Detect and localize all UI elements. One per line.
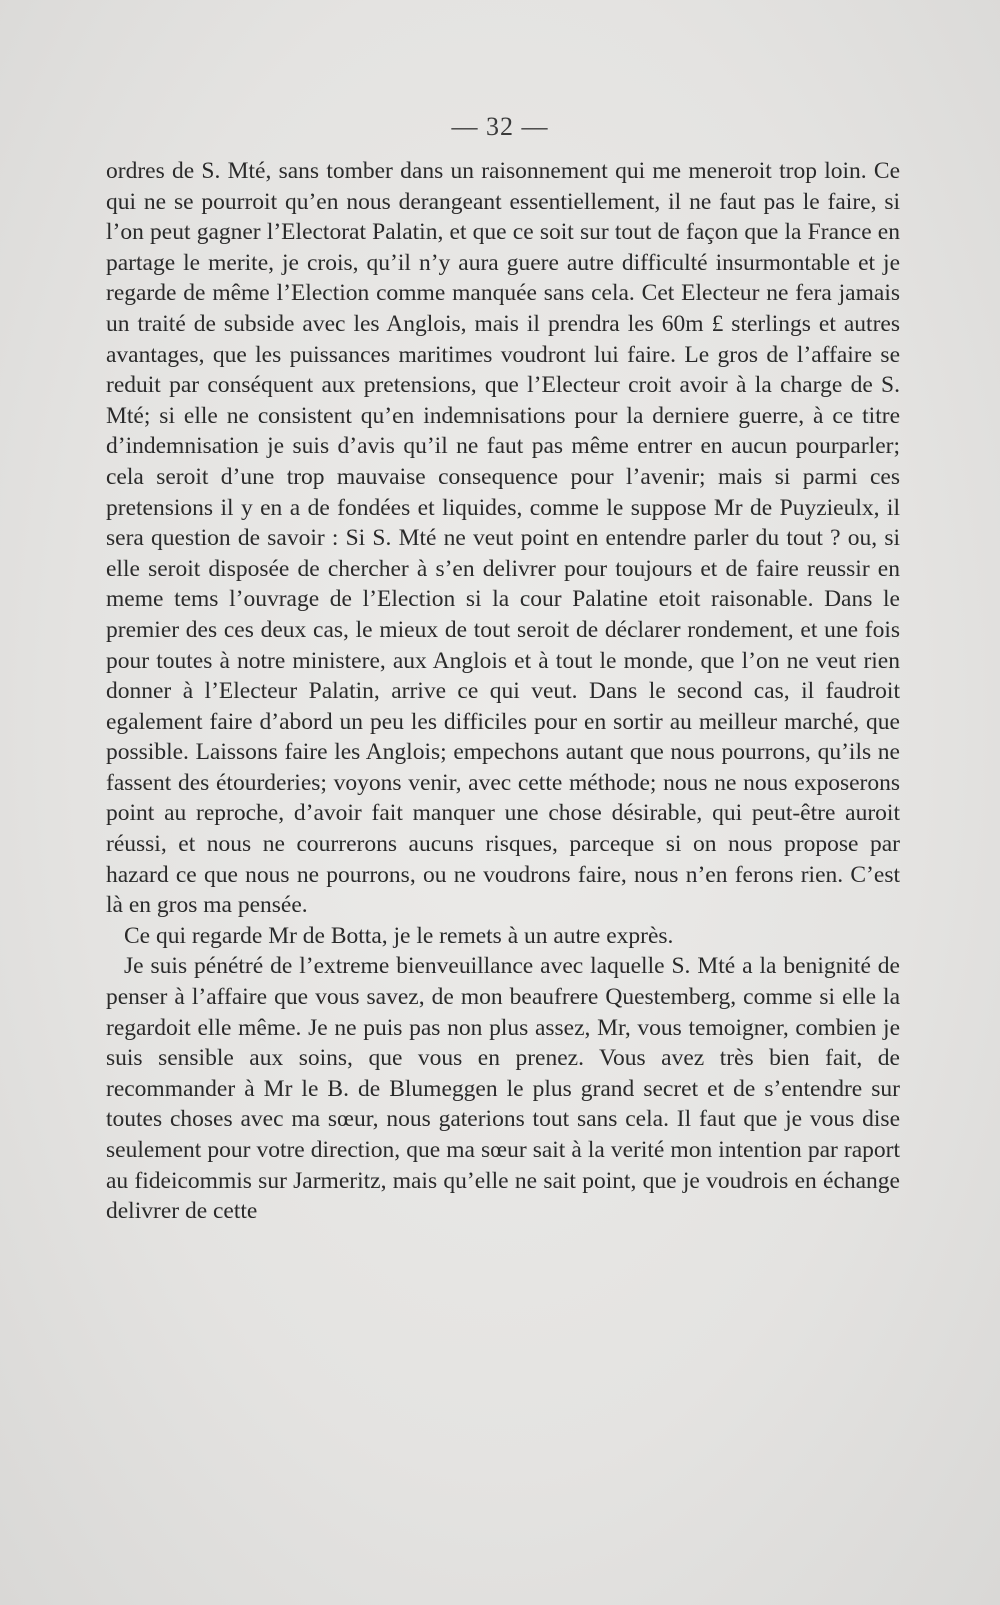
paragraph-1: ordres de S. Mté, sans tomber dans un raisonnement qui me meneroit trop loin. Ce qui ne se pourroit qu’en nous derangeant essentiellement, il ne faut pas le faire, si l’on peut gagner l’Electorat Palatin, et que ce soit sur tout de façon que la France en partage le merite, je crois, qu’il n’y aura guere autre difficulté insurmontable et je regarde de même l’Election comme manquée sans cela. Cet Electeur ne fera jamais un traité de subside avec les Anglois, mais il prendra les 60m £ sterlings et autres avantages, que les puissances maritimes voudront lui faire. Le gros de l’affaire se reduit par conséquent aux pretensions, que l’Electeur croit avoir à la charge de S. Mté; si elle ne consistent qu’en indemnisations pour la derniere guerre, à ce titre d’indemnisation je suis d’avis qu’il ne faut pas même entrer en aucun pourparler; cela seroit d’une trop mauvaise consequence pour l’avenir; mais si parmi ces pretensions il y en a de fondées et liquides, comme le suppose Mr de Puyzieulx, il sera question de savoir : Si S. Mté ne veut point en entendre parler du tout ? ou, si elle seroit disposée de chercher à s’en delivrer pour toujours et de faire reussir en meme tems l’ouvrage de l’Election si la cour Palatine etoit raisonable. Dans le premier des ces deux cas, le mieux de tout seroit de déclarer rondement, et une fois pour toutes à notre ministere, aux Anglois et à tout le monde, que l’on ne veut rien donner à l’Electeur Palatin, arrive ce qui veut. Dans le second cas, il faudroit egalement faire d’abord un peu les difficiles pour en sortir au meilleur marché, que possible. Laissons faire les Anglois; empechons autant que nous pourrons, qu’ils ne fassent des étourderies; voyons venir, avec cette méthode; nous ne nous exposerons point au reproche, d’avoir fait manquer une chose désirable, qui peut-être auroit réussi, et nous ne courrerons aucuns risques, parceque si on nous propose par hazard ce que nous ne pourrons, ou ne voudrons faire, nous n’en ferons rien. C’est là en gros ma pensée. bbox=[106, 158, 900, 919]
paragraph-2: Ce qui regarde Mr de Botta, je le remets à un autre exprès. bbox=[124, 922, 674, 949]
body-text bbox=[106, 156, 900, 1227]
page-number: — 32 — bbox=[451, 112, 549, 141]
paragraph-3: Je suis pénétré de l’extreme bienveuillance avec laquelle S. Mté a la benignité de penser à l’affaire que vous savez, de mon beaufrere Questemberg, comme si elle la regardoit elle même. Je ne puis pas non plus assez, Mr, vous temoigner, combien je suis sensible aux soins, que vous en prenez. Vous avez très bien fait, de recommander à Mr le B. de Blumeggen le plus grand secret et de s’entendre sur toutes choses avec ma sœur, nous gaterions tout sans cela. Il faut que je vous dise seulement pour votre direction, que ma sœur sait à la verité mon intention par raport au fideicommis sur Jarmeritz, mais qu’elle ne sait point, que je voudrois en échange delivrer de cette bbox=[106, 953, 900, 1225]
